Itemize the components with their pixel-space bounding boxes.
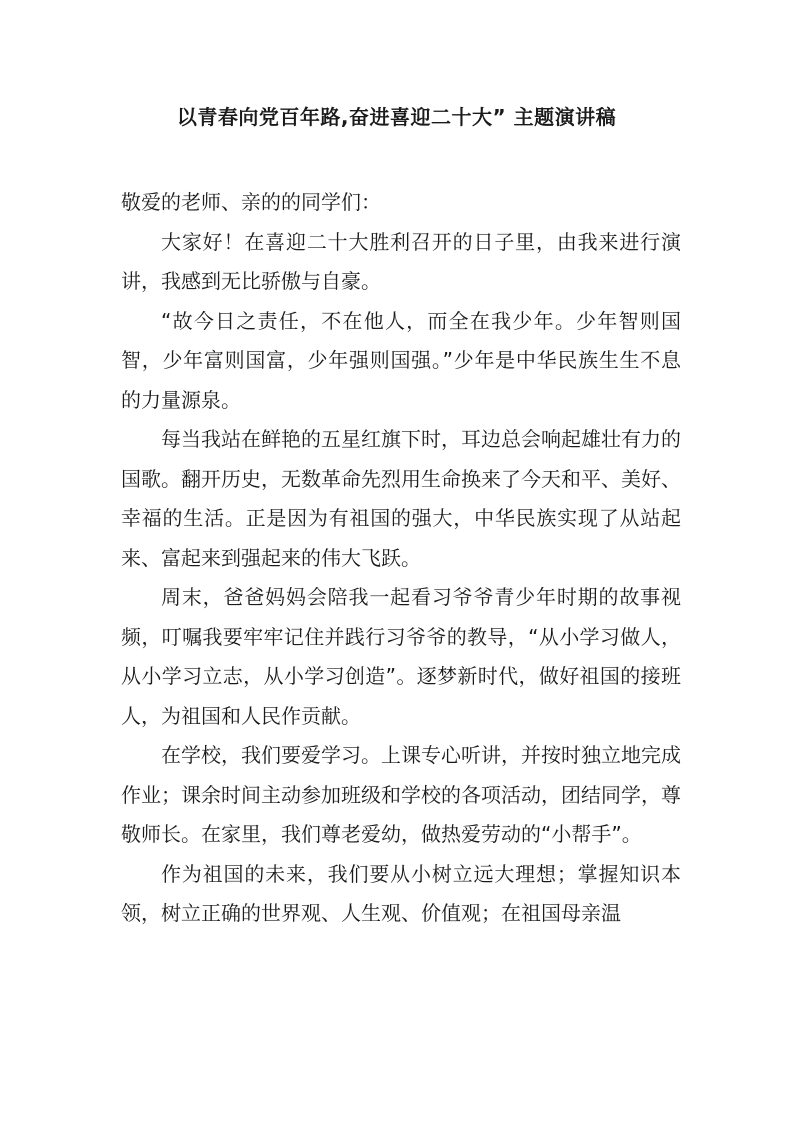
- paragraph: “故今日之责任，不在他人，而全在我少年。少年智则国智，少年富则国富，少年强则国强。”少年是中华民族生生不息的力量源泉。: [121, 308, 681, 412]
- paragraph: 每当我站在鲜艳的五星红旗下时，耳边总会响起雄壮有力的国歌。翻开历史，无数革命先烈用生命换来了今天和平、美好、幸福的生活。正是因为有祖国的强大，中华民族实现了从站起来、富起来到强起来的伟大飞跃。: [121, 427, 681, 570]
- salutation: 敬爱的老师、亲的的同学们：: [121, 190, 381, 214]
- document-title: 以青春向党百年路,奋进喜迎二十大” 主题演讲稿: [176, 105, 617, 129]
- paragraph: 作为祖国的未来，我们要从小树立远大理想；掌握知识本领，树立正确的世界观、人生观、价值观；在祖国母亲温: [121, 861, 681, 925]
- paragraph: 周末，爸爸妈妈会陪我一起看习爷爷青少年时期的故事视频，叮嘱我要牢牢记住并践行习爷爷的教导，“从小学习做人，从小学习立志，从小学习创造”。逐梦新时代，做好祖国的接班人，为祖国和人民作贡献。: [121, 585, 681, 728]
- document-body: [121, 183, 681, 934]
- paragraph: 在学校，我们要爱学习。上课专心听讲，并按时独立地完成作业；课余时间主动参加班级和学校的各项活动，团结同学，尊敬师长。在家里，我们尊老爱幼，做热爱劳动的“小帮手”。: [121, 743, 681, 846]
- paragraph: 大家好！在喜迎二十大胜利召开的日子里，由我来进行演讲，我感到无比骄傲与自豪。: [121, 229, 681, 293]
